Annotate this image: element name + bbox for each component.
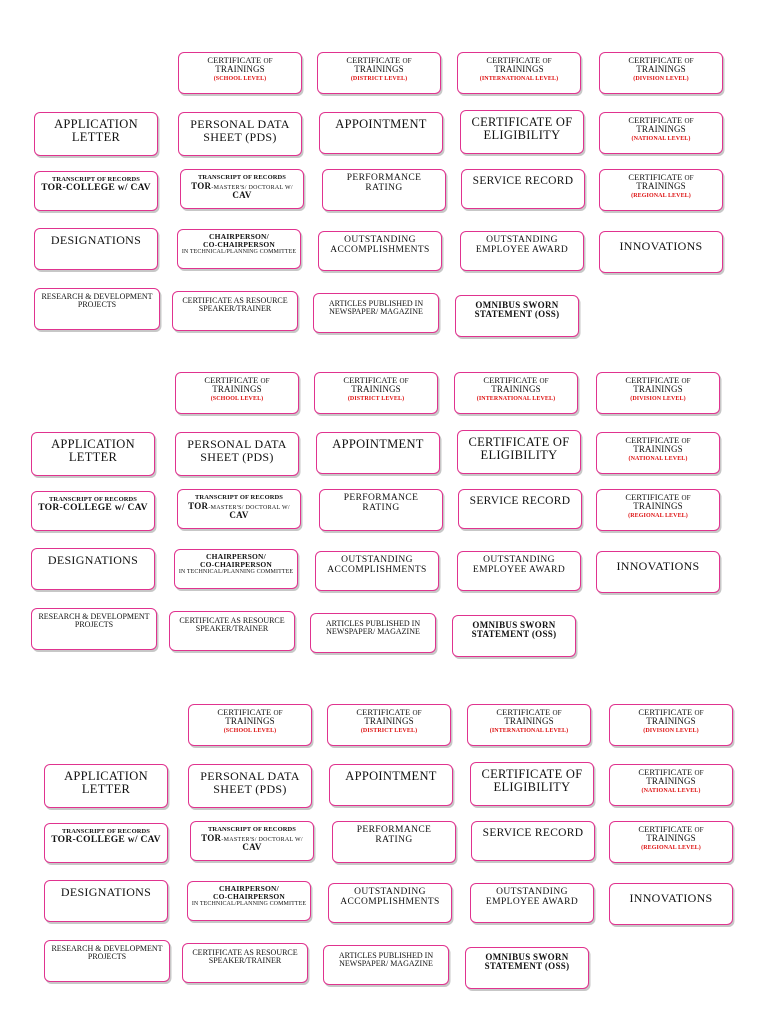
label-text: ELIGIBILITY: [483, 128, 561, 143]
label-appointment: [329, 764, 453, 806]
label-sheet-block: [0, 320, 765, 660]
label-text: SHEET (PDS): [203, 129, 277, 144]
label-text: IN TECHNICAL/PLANNING COMMITTEE: [178, 568, 294, 575]
label-pds: [178, 112, 302, 156]
label-text: OF: [681, 494, 691, 502]
label-level: (INTERNATIONAL LEVEL): [489, 727, 569, 734]
label-cert-trainings-school: [188, 704, 312, 746]
label-text: CERTIFICATE: [628, 115, 683, 125]
label-text: SERVICE RECORD: [469, 495, 571, 507]
label-sheet-block: [10, 652, 768, 992]
label-research-development: [44, 940, 170, 982]
label-text: RESEARCH & DEVELOPMENT: [38, 612, 150, 621]
label-articles-published: [323, 945, 449, 985]
label-tor-college: [34, 171, 158, 211]
label-text: OF: [694, 826, 704, 834]
label-text: OUTSTANDING: [344, 235, 416, 245]
label-text: TRANSCRIPT OF RECORDS: [61, 828, 151, 835]
label-text: CERTIFICATE AS RESOURCE: [182, 296, 288, 305]
label-text: CHAIRPERSON/: [209, 232, 269, 241]
label-level: (SCHOOL LEVEL): [213, 75, 267, 82]
label-text: APPOINTMENT: [332, 437, 424, 451]
label-text: OF: [399, 377, 409, 385]
label-text: TOR: [188, 500, 209, 511]
label-text: APPLICATION: [51, 437, 135, 451]
label-text: OF: [539, 377, 549, 385]
label-appointment: [316, 432, 440, 474]
label-cert-eligibility: [460, 110, 584, 154]
label-text: TRAININGS: [646, 716, 696, 727]
label-text: RESEARCH & DEVELOPMENT: [51, 944, 163, 953]
label-text: TRANSCRIPT OF RECORDS: [51, 176, 141, 183]
label-text: CERTIFICATE AS RESOURCE: [192, 948, 298, 957]
label-chairperson: [174, 549, 298, 589]
label-text: TRAININGS: [646, 833, 696, 844]
label-text: OF: [684, 174, 694, 182]
label-text: NEWSPAPER/ MAGAZINE: [339, 959, 433, 969]
label-text: PERFORMANCE: [356, 825, 432, 835]
label-text: PERFORMANCE: [343, 493, 419, 503]
label-text: OF: [552, 709, 562, 717]
label-level: (NATIONAL LEVEL): [628, 455, 688, 462]
label-cert-trainings-regional: [596, 489, 720, 531]
label-text: CERTIFICATE: [343, 375, 398, 385]
label-service-record: [458, 489, 582, 529]
label-cert-trainings-regional: [609, 821, 733, 863]
label-application-letter: [31, 432, 155, 476]
label-text: CERTIFICATE: [207, 55, 262, 65]
label-text: TRANSCRIPT OF RECORDS: [207, 826, 297, 833]
label-text: SPEAKER/TRAINER: [195, 624, 269, 634]
label-resource-speaker: [182, 943, 308, 983]
label-level: (NATIONAL LEVEL): [641, 787, 701, 794]
label-text: OUTSTANDING: [486, 235, 558, 245]
label-text: TRAININGS: [633, 501, 683, 512]
label-text: CERTIFICATE: [486, 55, 541, 65]
label-sheet-block: [0, 0, 768, 340]
label-text: TRAININGS: [212, 384, 262, 395]
label-text: CHAIRPERSON/: [206, 552, 266, 561]
label-text: ACCOMPLISHMENTS: [330, 244, 430, 255]
label-cert-eligibility: [470, 762, 594, 806]
label-text: SHEET (PDS): [213, 781, 287, 796]
label-application-letter: [34, 112, 158, 156]
label-text: CERTIFICATE: [638, 824, 693, 834]
label-text: CERTIFICATE: [217, 707, 272, 717]
label-designations: [31, 548, 155, 590]
label-text: ACCOMPLISHMENTS: [340, 896, 440, 907]
label-level: (SCHOOL LEVEL): [210, 395, 264, 402]
label-text: -MASTER'S/ DOCTORAL W/: [208, 504, 290, 511]
label-text: TRAININGS: [504, 716, 554, 727]
label-level: (REGIONAL LEVEL): [631, 192, 691, 199]
label-text: TRAININGS: [636, 124, 686, 135]
label-text: OMNIBUS SWORN: [485, 952, 569, 962]
label-outstanding-accomplishments: [315, 551, 439, 591]
label-chairperson: [187, 881, 311, 921]
label-performance-rating: [332, 821, 456, 863]
label-text: EMPLOYEE AWARD: [472, 564, 566, 575]
label-text: CERTIFICATE: [356, 707, 411, 717]
label-text: TRAININGS: [636, 64, 686, 75]
label-text: OF: [684, 117, 694, 125]
label-text: PROJECTS: [87, 952, 127, 962]
label-text: OUTSTANDING: [354, 887, 426, 897]
label-text: TRANSCRIPT OF RECORDS: [48, 496, 138, 503]
label-text: CERTIFICATE: [628, 172, 683, 182]
label-text: CERTIFICATE OF: [481, 767, 583, 781]
label-text: OF: [684, 57, 694, 65]
label-text: INNOVATIONS: [616, 559, 700, 573]
label-level: (DIVISION LEVEL): [630, 395, 686, 402]
label-tor-masters: [190, 821, 314, 861]
label-text: OUTSTANDING: [483, 555, 555, 565]
label-text: TRANSCRIPT OF RECORDS: [197, 174, 287, 181]
label-text: CERTIFICATE OF: [468, 435, 570, 449]
label-performance-rating: [322, 169, 446, 211]
label-cert-trainings-international: [467, 704, 591, 746]
label-text: INNOVATIONS: [619, 239, 703, 253]
label-text: RATING: [365, 182, 403, 193]
label-text: OF: [681, 377, 691, 385]
label-cert-trainings-district: [314, 372, 438, 414]
label-cert-trainings-international: [454, 372, 578, 414]
label-level: (DIVISION LEVEL): [633, 75, 689, 82]
label-innovations: [609, 883, 733, 925]
label-cert-trainings-division: [596, 372, 720, 414]
label-appointment: [319, 112, 443, 154]
label-text: TOR: [191, 180, 212, 191]
label-outstanding-accomplishments: [318, 231, 442, 271]
label-text: ELIGIBILITY: [493, 780, 571, 795]
label-text: CERTIFICATE: [628, 55, 683, 65]
label-text: CAV: [229, 510, 249, 521]
label-cert-trainings-national: [599, 112, 723, 154]
label-level: (REGIONAL LEVEL): [641, 844, 701, 851]
label-text: PERFORMANCE: [346, 173, 422, 183]
label-level: (SCHOOL LEVEL): [223, 727, 277, 734]
label-text: TOR-COLLEGE w/ CAV: [41, 182, 151, 193]
label-text: TRAININGS: [215, 64, 265, 75]
label-omnibus-sworn: [465, 947, 589, 989]
label-text: CERTIFICATE: [638, 767, 693, 777]
label-text: APPOINTMENT: [335, 117, 427, 131]
label-level: (DISTRICT LEVEL): [350, 75, 408, 82]
label-text: TOR-COLLEGE w/ CAV: [38, 502, 148, 513]
label-omnibus-sworn: [452, 615, 576, 657]
label-text: INNOVATIONS: [629, 891, 713, 905]
label-text: TRAININGS: [646, 776, 696, 787]
label-cert-trainings-national: [596, 432, 720, 474]
label-text: TRAININGS: [351, 384, 401, 395]
label-tor-masters: [180, 169, 304, 209]
label-text: APPLICATION: [54, 117, 138, 131]
label-text: TRAININGS: [633, 384, 683, 395]
label-articles-published: [310, 613, 436, 653]
label-text: OF: [402, 57, 412, 65]
label-level: (REGIONAL LEVEL): [628, 512, 688, 519]
label-outstanding-employee-award: [457, 551, 581, 591]
label-text: -MASTER'S/ DOCTORAL W/: [211, 184, 293, 191]
label-innovations: [596, 551, 720, 593]
label-text: APPOINTMENT: [345, 769, 437, 783]
label-text: LETTER: [71, 130, 121, 145]
label-cert-trainings-international: [457, 52, 581, 94]
label-text: OF: [412, 709, 422, 717]
label-text: OUTSTANDING: [341, 555, 413, 565]
label-text: SPEAKER/TRAINER: [198, 304, 272, 314]
label-level: (DISTRICT LEVEL): [347, 395, 405, 402]
label-application-letter: [44, 764, 168, 808]
label-text: DESIGNATIONS: [47, 553, 139, 567]
label-level: (INTERNATIONAL LEVEL): [476, 395, 556, 402]
label-text: CERTIFICATE: [625, 492, 680, 502]
label-text: TRAININGS: [225, 716, 275, 727]
label-text: SHEET (PDS): [200, 449, 274, 464]
label-text: STATEMENT (OSS): [471, 629, 557, 640]
label-level: (DISTRICT LEVEL): [360, 727, 418, 734]
label-text: OUTSTANDING: [496, 887, 568, 897]
label-text: CERTIFICATE: [625, 375, 680, 385]
label-text: ARTICLES PUBLISHED IN: [338, 951, 434, 960]
label-text: STATEMENT (OSS): [474, 309, 560, 320]
label-text: OF: [260, 377, 270, 385]
label-cert-trainings-district: [317, 52, 441, 94]
label-text: -MASTER'S/ DOCTORAL W/: [221, 836, 303, 843]
label-cert-trainings-division: [599, 52, 723, 94]
label-text: OMNIBUS SWORN: [475, 300, 559, 310]
label-innovations: [599, 231, 723, 273]
label-text: APPLICATION: [64, 769, 148, 783]
label-text: RESEARCH & DEVELOPMENT: [41, 292, 153, 301]
label-text: CERTIFICATE: [483, 375, 538, 385]
label-level: (DIVISION LEVEL): [643, 727, 699, 734]
label-designations: [34, 228, 158, 270]
label-text: EMPLOYEE AWARD: [475, 244, 569, 255]
label-text: CO-CHAIRPERSON: [203, 239, 275, 249]
label-tor-masters: [177, 489, 301, 529]
label-text: DESIGNATIONS: [60, 885, 152, 899]
label-text: OF: [273, 709, 283, 717]
label-text: TRAININGS: [494, 64, 544, 75]
label-text: PROJECTS: [74, 620, 114, 630]
label-cert-trainings-regional: [599, 169, 723, 211]
label-text: CHAIRPERSON/: [219, 884, 279, 893]
label-cert-trainings-school: [175, 372, 299, 414]
label-performance-rating: [319, 489, 443, 531]
label-text: TRAININGS: [633, 444, 683, 455]
label-text: RATING: [362, 502, 400, 513]
label-text: STATEMENT (OSS): [484, 961, 570, 972]
label-text: CERTIFICATE OF: [471, 115, 573, 129]
label-level: (INTERNATIONAL LEVEL): [479, 75, 559, 82]
label-text: CERTIFICATE AS RESOURCE: [179, 616, 285, 625]
label-text: OMNIBUS SWORN: [472, 620, 556, 630]
label-cert-trainings-district: [327, 704, 451, 746]
label-text: NEWSPAPER/ MAGAZINE: [326, 627, 420, 637]
label-text: CERTIFICATE: [625, 435, 680, 445]
label-text: ARTICLES PUBLISHED IN: [328, 299, 424, 308]
label-designations: [44, 880, 168, 922]
label-text: TRAININGS: [636, 181, 686, 192]
label-outstanding-accomplishments: [328, 883, 452, 923]
label-research-development: [31, 608, 157, 650]
label-text: TOR: [201, 832, 222, 843]
label-text: LETTER: [81, 782, 131, 797]
label-outstanding-employee-award: [470, 883, 594, 923]
label-text: TRAININGS: [354, 64, 404, 75]
label-chairperson: [177, 229, 301, 269]
label-text: EMPLOYEE AWARD: [485, 896, 579, 907]
label-level: (NATIONAL LEVEL): [631, 135, 691, 142]
label-text: SPEAKER/TRAINER: [208, 956, 282, 966]
label-text: PERSONAL DATA: [200, 769, 300, 783]
label-cert-eligibility: [457, 430, 581, 474]
label-text: OF: [694, 709, 704, 717]
label-cert-trainings-school: [178, 52, 302, 94]
label-text: TRANSCRIPT OF RECORDS: [194, 494, 284, 501]
label-text: CERTIFICATE: [346, 55, 401, 65]
label-text: OF: [263, 57, 273, 65]
label-text: CERTIFICATE: [496, 707, 551, 717]
label-text: IN TECHNICAL/PLANNING COMMITTEE: [191, 900, 307, 907]
label-service-record: [471, 821, 595, 861]
label-text: PROJECTS: [77, 300, 117, 310]
label-text: CERTIFICATE: [638, 707, 693, 717]
label-outstanding-employee-award: [460, 231, 584, 271]
label-text: CAV: [242, 842, 262, 853]
label-text: LETTER: [68, 450, 118, 465]
label-text: SERVICE RECORD: [482, 827, 584, 839]
label-text: PERSONAL DATA: [187, 437, 287, 451]
label-pds: [188, 764, 312, 808]
label-service-record: [461, 169, 585, 209]
label-tor-college: [31, 491, 155, 531]
label-cert-trainings-national: [609, 764, 733, 806]
label-text: PERSONAL DATA: [190, 117, 290, 131]
label-text: CO-CHAIRPERSON: [200, 559, 272, 569]
label-text: RATING: [375, 834, 413, 845]
label-tor-college: [44, 823, 168, 863]
label-text: IN TECHNICAL/PLANNING COMMITTEE: [181, 248, 297, 255]
label-text: ACCOMPLISHMENTS: [327, 564, 427, 575]
label-text: OF: [694, 769, 704, 777]
label-text: DESIGNATIONS: [50, 233, 142, 247]
label-text: TOR-COLLEGE w/ CAV: [51, 834, 161, 845]
label-resource-speaker: [169, 611, 295, 651]
label-text: ARTICLES PUBLISHED IN: [325, 619, 421, 628]
label-text: CO-CHAIRPERSON: [213, 891, 285, 901]
label-text: OF: [681, 437, 691, 445]
label-text: CERTIFICATE: [204, 375, 259, 385]
label-pds: [175, 432, 299, 476]
label-text: ELIGIBILITY: [480, 448, 558, 463]
label-text: NEWSPAPER/ MAGAZINE: [329, 307, 423, 317]
label-text: CAV: [232, 190, 252, 201]
label-cert-trainings-division: [609, 704, 733, 746]
label-text: TRAININGS: [364, 716, 414, 727]
label-text: SERVICE RECORD: [472, 175, 574, 187]
label-text: OF: [542, 57, 552, 65]
label-text: TRAININGS: [491, 384, 541, 395]
